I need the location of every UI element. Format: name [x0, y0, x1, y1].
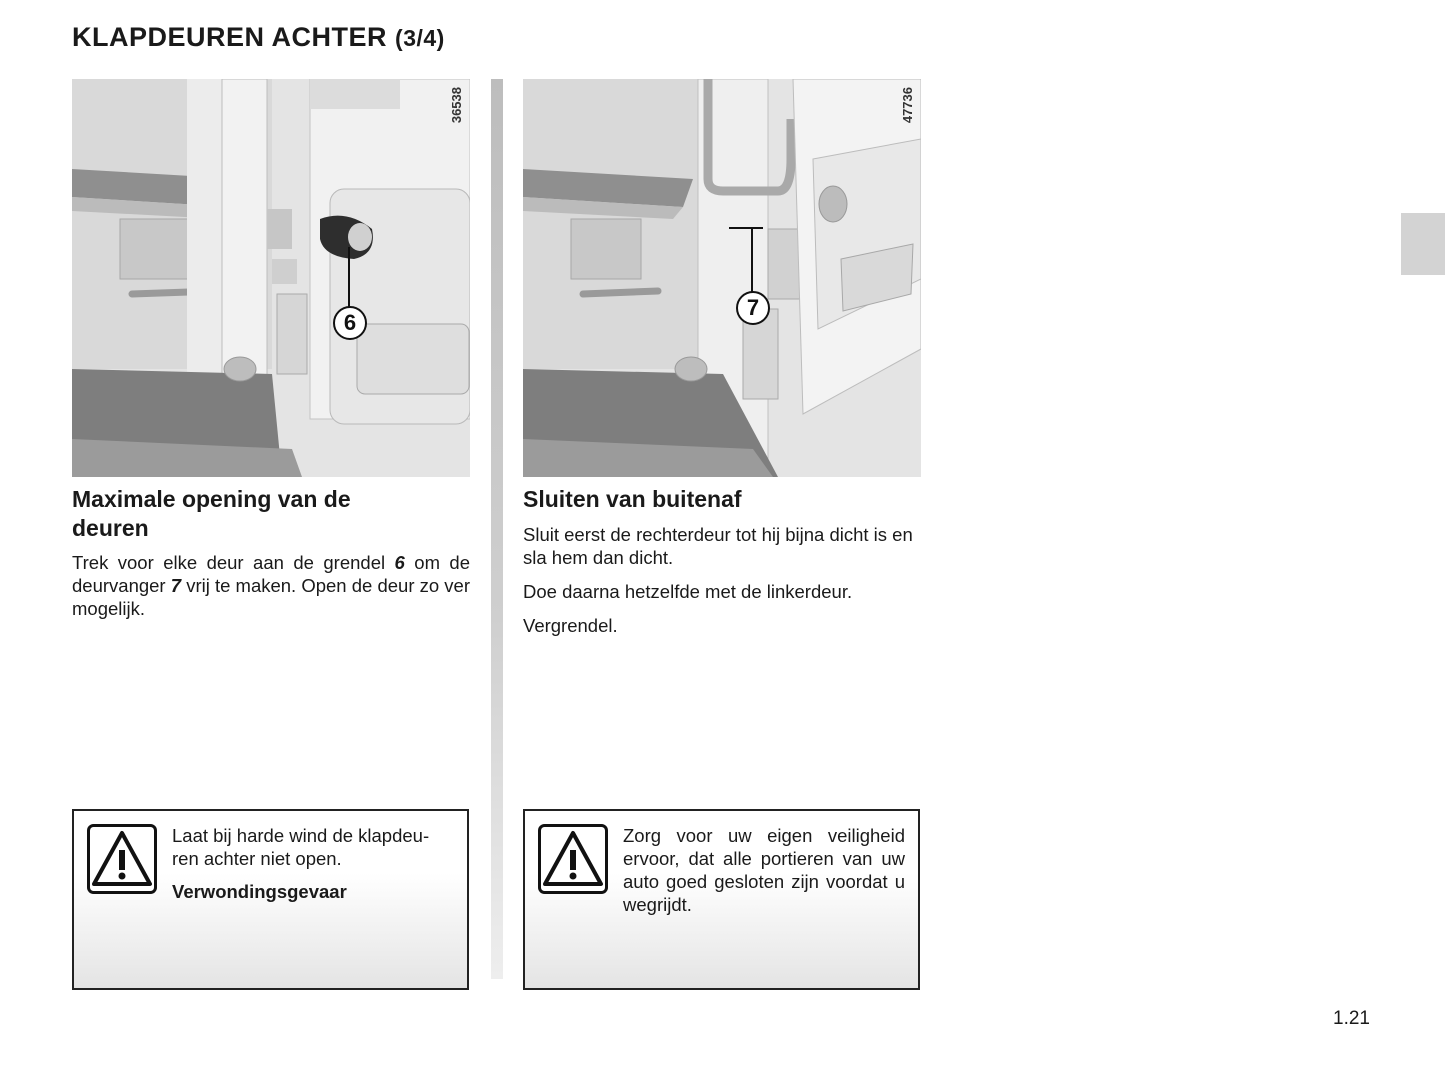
page-title	[72, 22, 445, 53]
figure-code: 36538	[449, 87, 464, 124]
warning-text	[623, 824, 905, 926]
warning-text	[172, 824, 454, 913]
section-text-closing	[523, 523, 923, 648]
figure-code: 47736	[900, 87, 915, 124]
page-number: 1.21	[1333, 1008, 1370, 1029]
paragraph: Doe daarna hetzelfde met de linkerdeur.	[523, 581, 853, 602]
page-title-text: KLAPDEUREN ACHTER	[72, 22, 388, 52]
ref-latch: 6	[394, 552, 405, 573]
warning-message: Zorg voor uw eigen veiligheid ervoor, dat alle portieren van uw auto goed gesloten zijn voordat u wegrijdt.	[623, 825, 905, 915]
illustration-rear-door-latch	[72, 79, 470, 477]
callout-leader	[751, 227, 753, 292]
text-part: Trek voor elke deur aan de grendel	[72, 552, 395, 573]
warning-box-safety	[523, 809, 920, 990]
column-divider	[491, 79, 503, 979]
illustration-door-check-strap	[523, 79, 921, 477]
section-heading-max-opening: Maximale opening van de deuren	[72, 486, 351, 541]
text-part: vrij te maken. Open de deur zo ver mogelijk.	[72, 575, 471, 619]
warning-message: Laat bij harde wind de klapdeu-ren achter niet open.	[172, 825, 430, 869]
page-title-part: (3/4)	[395, 25, 445, 51]
text-part: om de deurvanger	[72, 552, 471, 596]
callout-7: 7	[736, 291, 770, 325]
callout-bracket	[729, 227, 763, 229]
callout-6: 6	[333, 306, 367, 340]
warning-triangle-icon	[87, 824, 157, 894]
section-text-max-opening	[72, 551, 470, 631]
callout-leader	[348, 247, 350, 307]
section-heading-closing: Sluiten van buitenaf	[523, 486, 742, 512]
warning-triangle-icon	[538, 824, 608, 894]
paragraph: Vergrendel.	[523, 615, 618, 636]
ref-door-check: 7	[170, 575, 182, 596]
warning-box-wind	[72, 809, 469, 990]
warning-emphasis: Verwondingsgevaar	[172, 881, 347, 902]
section-tab	[1401, 213, 1445, 275]
paragraph: Sluit eerst de rechterdeur tot hij bijna dicht is en sla hem dan dicht.	[523, 524, 913, 568]
